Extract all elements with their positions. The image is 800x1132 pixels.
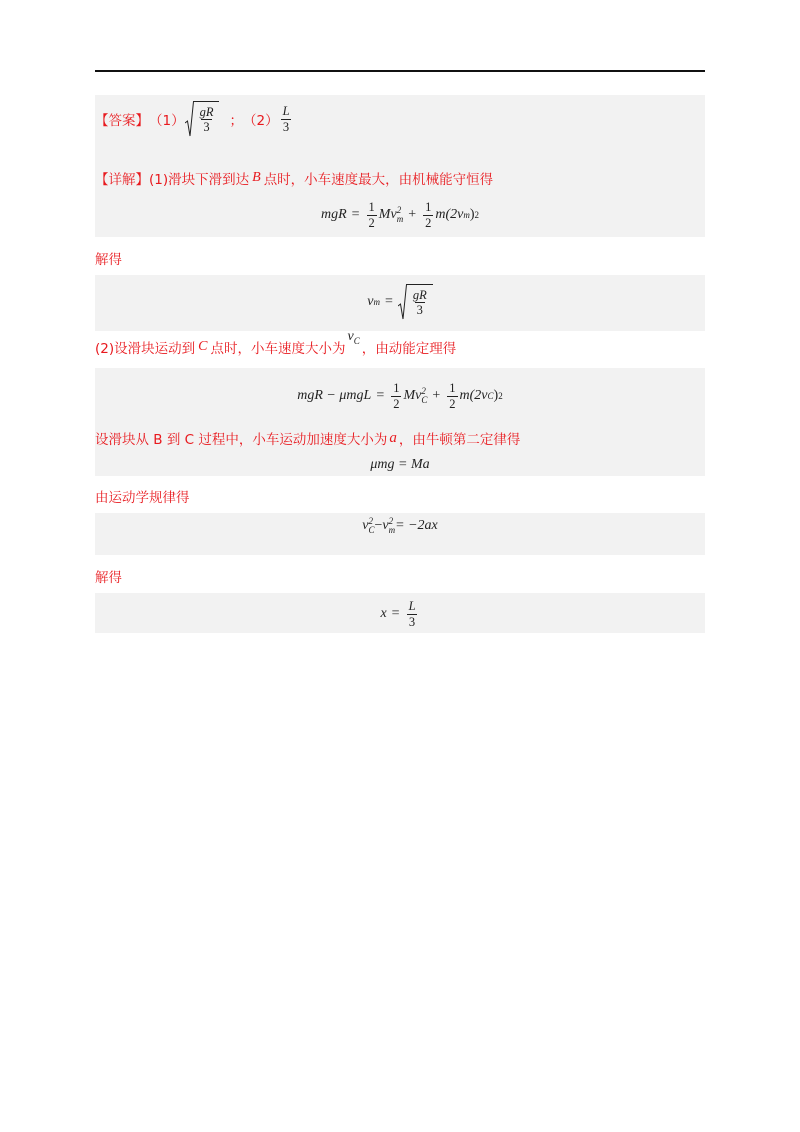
solve-label-1: 解得 <box>95 252 122 268</box>
answer-sep: ； <box>229 113 243 129</box>
equation-5: v 2 C − v 2 m = −2ax <box>362 516 438 535</box>
equation-1: mgR = $\frac{1}{2}$ Mv 2 m + $\frac{1}{2}$ m(2v m ) 2 <box>320 200 480 230</box>
answer-sqrt <box>185 101 220 137</box>
answer-line <box>95 100 294 138</box>
detail-step4: 由运动学规律得 <box>95 490 190 506</box>
answer-part2: （2） <box>242 113 279 129</box>
answer-frac: $\frac{L}{3}$ <box>282 104 290 134</box>
answer-sqrt-den: 3 <box>203 120 210 134</box>
vc-symbol: $v_C$ <box>347 329 360 346</box>
equation-3: mgR − μmgL = $\frac{1}{2}$ Mv 2 C + $\frac{1}{2}$ m(2v C ) 2 <box>297 381 503 411</box>
detail-step1: 【详解】 (1)滑块下滑到达 B 点时，小车速度最大，由机械能守恒得 <box>95 170 494 188</box>
detail-step3: 设滑块从 B 到 C 过程中，小车运动加速度大小为 a ，由牛顿第二定律得 <box>95 429 521 448</box>
header-rule <box>95 70 705 72</box>
equation-2: v m = $\frac{gR}{3}$ <box>95 276 705 328</box>
detail-step2: (2)设滑块运动到 C 点时，小车速度大小为 $v_C$ ，由动能定理得 <box>95 329 457 357</box>
answer-sqrt-num: gR <box>199 104 214 119</box>
solve-label-2: 解得 <box>95 570 122 586</box>
detail-label: 【详解】 <box>95 172 149 188</box>
equation-4: μmg = Ma <box>370 457 430 472</box>
answer-part1: （1） <box>149 113 185 129</box>
answer-label: 【答案】 <box>95 113 149 129</box>
equation-6: x = $\frac{L}{3}$ <box>380 599 416 629</box>
